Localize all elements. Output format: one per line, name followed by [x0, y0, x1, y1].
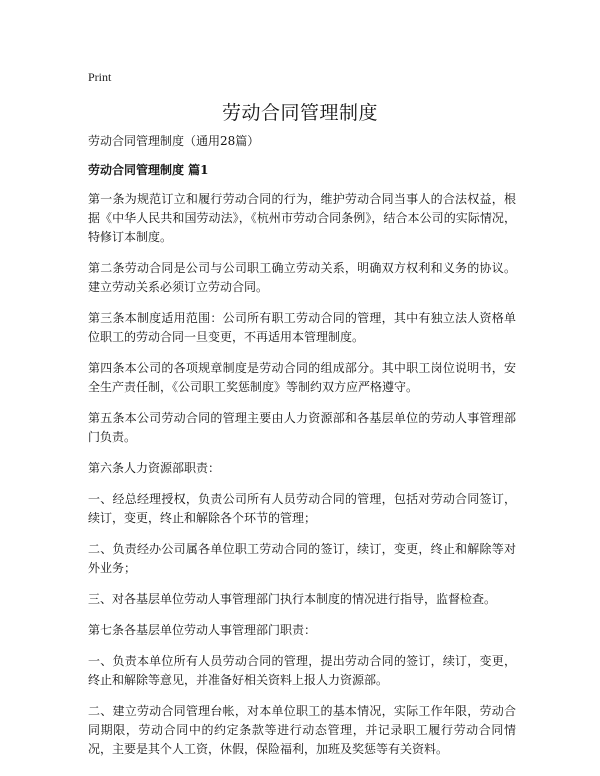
- document-subtitle: 劳动合同管理制度（通用28篇）: [88, 134, 260, 148]
- paragraph-article-6-item-1: 一、经总经理授权，负责公司所有人员劳动合同的管理，包括对劳动合同签订，续订，变更，终止和解除各个环节的管理；: [88, 492, 516, 525]
- section-heading: 劳动合同管理制度 篇1: [88, 163, 209, 177]
- paragraph-article-7-item-1: 一、负责本单位所有人员劳动合同的管理，提出劳动合同的签订，续订，变更，终止和解除等意见，并准备好相关资料上报人力资源部。: [88, 654, 516, 687]
- paragraph-article-1: 第一条为规范订立和履行劳动合同的行为，维护劳动合同当事人的合法权益，根据《中华人民共和国劳动法》，《杭州市劳动合同条例》，结合本公司的实际情况，特修订本制度。: [88, 192, 516, 244]
- document-body: [88, 132, 516, 771]
- paragraph-article-7: 第七条各基层单位劳动人事管理部门职责：: [88, 623, 317, 637]
- paragraph-article-4: 第四条本公司的各项规章制度是劳动合同的组成部分。其中职工岗位说明书，安全生产责任制，《公司职工奖惩制度》等制约双方应严格遵守。: [88, 361, 516, 394]
- print-link[interactable]: Print: [88, 70, 112, 84]
- paragraph-article-5: 第五条本公司劳动合同的管理主要由人力资源部和各基层单位的劳动人事管理部门负责。: [88, 411, 516, 444]
- paragraph-article-2: 第二条劳动合同是公司与公司职工确立劳动关系，明确双方权利和义务的协议。建立劳动关系必须订立劳动合同。: [88, 261, 516, 294]
- paragraph-article-6-item-3: 三、对各基层单位劳动人事管理部门执行本制度的情况进行指导，监督检查。: [88, 592, 497, 606]
- page-title: 劳动合同管理制度: [221, 102, 378, 124]
- paragraph-article-7-item-2: 二、建立劳动合同管理台帐，对本单位职工的基本情况，实际工作年限，劳动合同期限，劳动合同中的约定条款等进行动态管理，并记录职工履行劳动合同情况，主要是其个人工资，休假，保险福利，加班及奖惩等有关资料。: [88, 704, 516, 756]
- paragraph-article-6-item-2: 二、负责经办公司属各单位职工劳动合同的签订，续订，变更，终止和解除等对外业务；: [88, 542, 516, 575]
- paragraph-article-3: 第三条本制度适用范围：公司所有职工劳动合同的管理，其中有独立法人资格单位职工的劳动合同一旦变更，不再适用本管理制度。: [88, 311, 516, 344]
- paragraph-article-6: 第六条人力资源部职责：: [88, 461, 221, 475]
